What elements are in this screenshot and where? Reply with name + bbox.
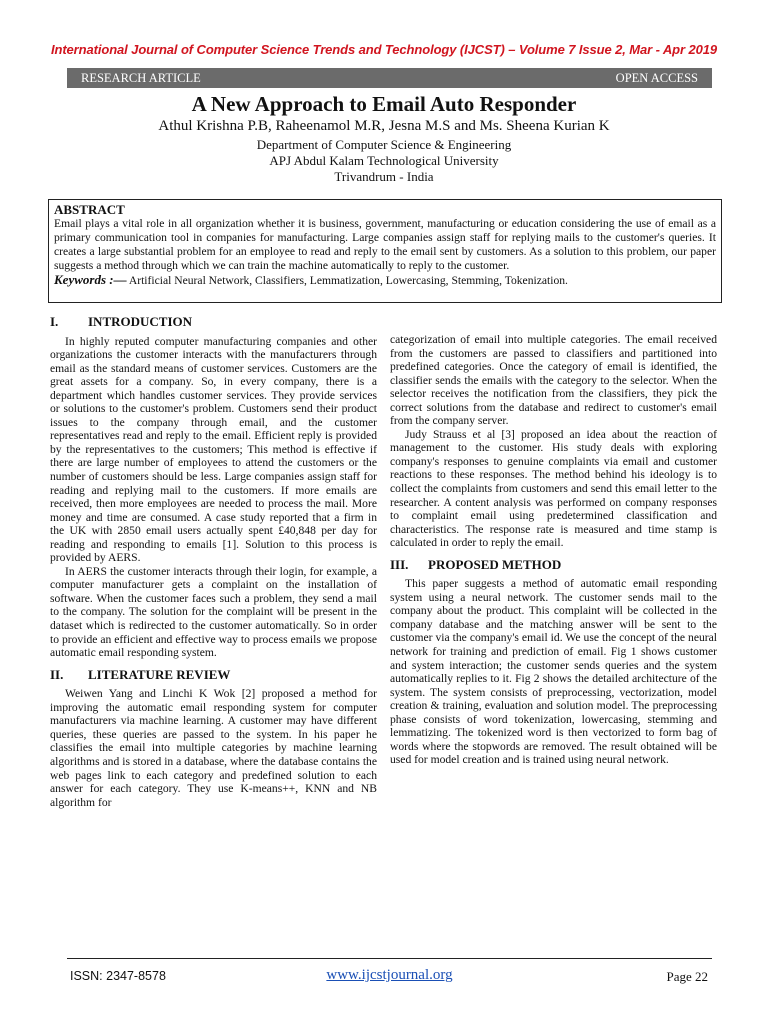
intro-number: I. <box>50 314 59 329</box>
keywords-line <box>54 273 716 288</box>
affiliation-univ: APJ Abdul Kalam Technological University <box>269 153 499 168</box>
method-paragraph-1: This paper suggests a method of automatic email responding system using a neural network. The customer sends mail to the company about the product. This complaint will be collected in the company database and the matching answer will be sent to the customer via the company's email id. We use the concept of the neural network for training and prediction of email. Fig 1 shows customer and system interaction; the customer sends queries and the system automatically replies to it. Fig 2 shows the detailed architecture of the system. The system consists of preprocessing, vectorization, model creation & training, evaluation and solution model. The preprocessing phase consists of word tokenization, lowercasing, stemming and lemmatizing. The tokenized word is then vectorized to form bag of words where the stopwords are removed. The result obtained will be used for model creation and is trained using neural network. <box>390 577 717 767</box>
lit-paragraph-3: Judy Strauss et al [3] proposed an idea about the reaction of management to the customer. His study deals with exploring company's responses to genuine complaints via email and customer reactions to these responses. The method behind his ideology is to collect the complaints from customers and send this email letter to the researcher. A content analysis was performed on company responses to complaint email using predetermined classification and characteristics. The response rate is measured and time stamp is calculated in order to reply the email. <box>390 427 717 550</box>
method-heading <box>390 558 717 572</box>
keywords-text: Artificial Neural Network, Classifiers, Lemmatization, Lowercasing, Stemming, Tokenization. <box>126 274 568 287</box>
page-number: Page 22 <box>666 969 708 984</box>
affiliation <box>0 137 768 185</box>
open-access-label: OPEN ACCESS <box>615 70 698 85</box>
right-column <box>390 333 717 767</box>
affiliation-city: Trivandrum - India <box>334 169 434 184</box>
abstract-text: Email plays a vital role in all organization whether it is business, government, manufacturing or education considering the use of email as a primary communication tool in companies for manufacturing. Large companies assign staff for replying mails to the customer's queries. It creates a large substantial problem for an employee to read and reply to the email sent by customers. As a solution to this problem, our paper suggests a method through which we can train the machine automatically to reply to the customer. <box>54 217 716 272</box>
affiliation-dept: Department of Computer Science & Engineering <box>256 137 512 152</box>
keywords-label: Keywords :— <box>54 272 127 287</box>
left-column <box>50 315 377 809</box>
lit-paragraph-1: Weiwen Yang and Linchi K Wok [2] proposed a method for improving the automatic email responding system for computer manufacturers via machine learning. A customer may have different queries, these queries are passed to the system. In his paper he classifies the email into multiple categories by machine learning algorithms and is stored in a database, where the database contains the web pages link to each category and predefined solution to each answer for each category. They use K-means++, KNN and NB algorithm for <box>50 687 377 809</box>
journal-header: International Journal of Computer Science Trends and Technology (IJCST) – Volume 7 Issue 2, Mar - Apr 2019 <box>50 42 718 57</box>
article-banner <box>67 68 712 88</box>
lit-number: II. <box>50 666 64 682</box>
lit-heading <box>50 668 377 682</box>
abstract-heading: ABSTRACT <box>54 202 125 217</box>
lit-title: LITERATURE REVIEW <box>88 666 231 682</box>
intro-title: INTRODUCTION <box>88 314 193 329</box>
issn: ISSN: 2347-8578 <box>70 969 166 983</box>
paper-title: A New Approach to Email Auto Responder <box>191 92 577 116</box>
page-footer <box>67 958 712 989</box>
journal-website-link[interactable]: www.ijcstjournal.org <box>326 967 453 983</box>
method-number: III. <box>390 556 409 572</box>
intro-paragraph-2: In AERS the customer interacts through their login, for example, a computer manufacturer gets a complaint on the installation of software. When the customer faces such a problem, they send a mail to the company. The solution for the complaint will be present in the dataset which is redirected to the customer automatically. So in order to provide an efficient and effective way to process emails we propose automatic email responding system. <box>50 564 377 660</box>
paper-authors: Athul Krishna P.B, Raheenamol M.R, Jesna M.S and Ms. Sheena Kurian K <box>158 118 610 134</box>
intro-heading <box>50 315 377 329</box>
article-type: RESEARCH ARTICLE <box>81 70 201 85</box>
abstract-box <box>48 199 722 303</box>
lit-paragraph-2: categorization of email into multiple categories. The email received from the customers are passed to classifiers and partitioned into predefined categories. Once the category of email is identified, the classifier sends the emails with the category to the selector. When the selector receives the notification from the classifiers, they pick the correct solutions from the database and redirect to customer's email from the company server. <box>390 333 717 428</box>
intro-paragraph-1: In highly reputed computer manufacturing companies and other organizations the customer interacts with the manufacturers through email as the standard means of customer services. Customers are the great assets for a company. So, in every company, there is a department which handles customer services. They provide services or solutions to the customer's problem. Customers send their product issues to the company through email, and the customer representatives read and reply to the email. Efficient reply is provided by the representatives to the customers; This method is effective if there are large number of employees to attend the customers or the number of customers should be less. Large companies assign staff for reading and replying mail to the customers. If more emails are received, then more employees are needed to process the mail. More money and time are consumed. A case study reported that a firm in the UK with 2850 email users actually spent £40,848 per day for reading and responding to emails [1]. Solution to this process is provided by AERS. <box>50 334 377 565</box>
method-title: PROPOSED METHOD <box>428 556 562 572</box>
